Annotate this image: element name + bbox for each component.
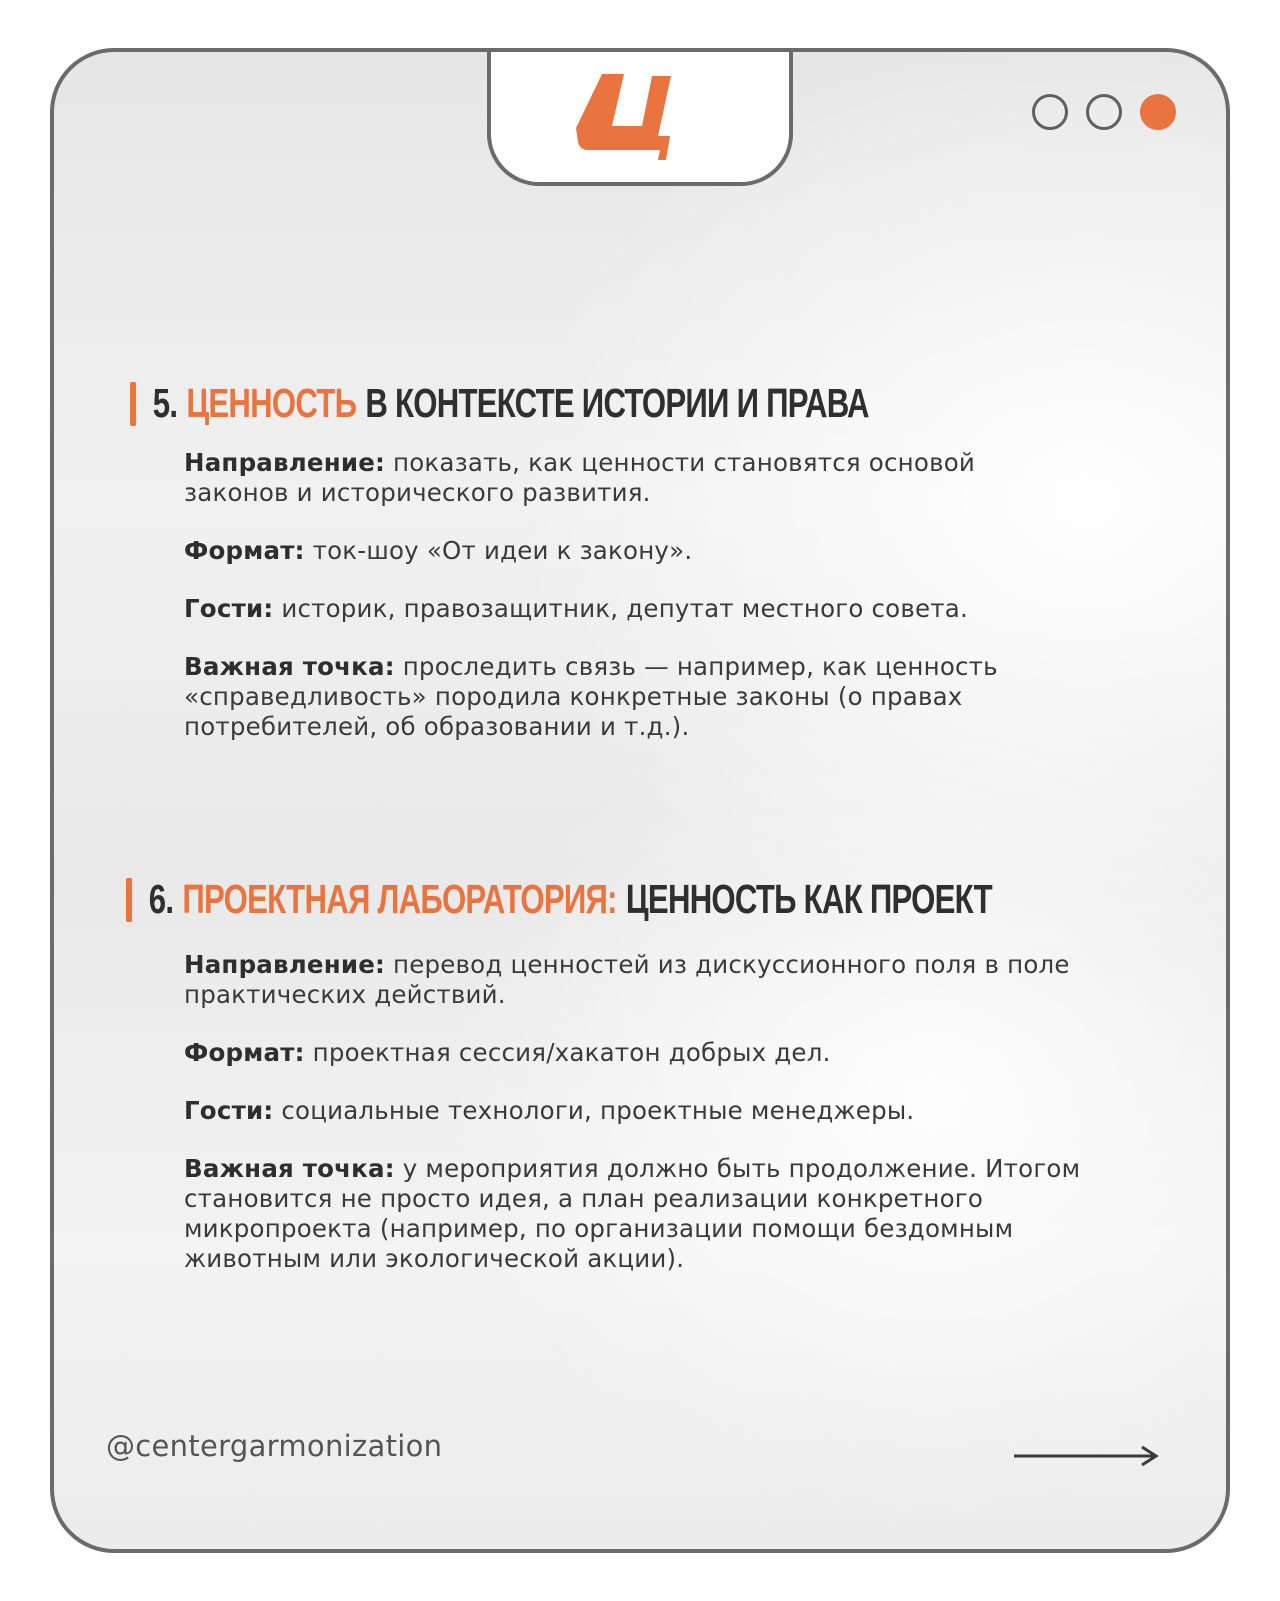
item-label: Гости: <box>184 594 274 623</box>
title-marker <box>130 382 136 426</box>
item-text: показать, как ценности становятся основой законов и исторического развития. <box>184 448 976 507</box>
section-title-accent: ПРОЕКТНАЯ ЛАБОРАТОРИЯ: <box>182 876 617 922</box>
section-5-key-point <box>184 652 1084 742</box>
arrow-right-icon[interactable] <box>1014 1444 1160 1468</box>
section-5-format <box>184 536 1084 566</box>
section-5-direction <box>184 448 1084 508</box>
slide-card <box>50 48 1230 1553</box>
item-text: социальные технологи, проектные менеджеры. <box>281 1096 915 1125</box>
section-title-rest: В КОНТЕКСТЕ ИСТОРИИ И ПРАВА <box>365 380 869 426</box>
item-label: Важная точка: <box>184 652 395 681</box>
section-6-guests <box>184 1096 1084 1126</box>
item-text: перевод ценностей из дискуссионного поля в поле практических действий. <box>184 950 1070 1009</box>
item-label: Формат: <box>184 1038 305 1067</box>
page-indicator <box>1032 94 1176 130</box>
section-6-direction <box>184 950 1084 1010</box>
item-text: ток-шоу «От идеи к закону». <box>312 536 693 565</box>
item-text: проектная сессия/хакатон добрых дел. <box>312 1038 831 1067</box>
section-5-guests <box>184 594 1084 624</box>
section-6-title <box>126 876 992 923</box>
section-5-title <box>130 380 869 427</box>
item-label: Важная точка: <box>184 1154 395 1183</box>
item-label: Формат: <box>184 536 305 565</box>
section-6-format <box>184 1038 1084 1068</box>
section-number: 5. <box>152 380 178 426</box>
title-marker <box>126 878 132 922</box>
section-6-key-point <box>184 1154 1084 1274</box>
page-dot-3-active <box>1140 94 1176 130</box>
section-number: 6. <box>148 876 174 922</box>
item-label: Гости: <box>184 1096 274 1125</box>
section-title-rest: ЦЕННОСТЬ КАК ПРОЕКТ <box>625 876 992 922</box>
account-handle[interactable]: @centergarmonization <box>106 1429 443 1463</box>
item-text: у мероприятия должно быть продолжение. Итогом становится не просто идея, а план реализации конкретного микропроекта (например, по организации помощи бездомным животным или экологической акции). <box>184 1154 1081 1273</box>
page-dot-1 <box>1032 94 1068 130</box>
logo-icon <box>572 66 672 166</box>
item-label: Направление: <box>184 950 386 979</box>
item-text: проследить связь — например, как ценность «справедливость» породила конкретные законы (о правах потребителей, об образовании и т.д.). <box>184 652 998 741</box>
item-label: Направление: <box>184 448 386 477</box>
page-dot-2 <box>1086 94 1122 130</box>
section-title-accent: ЦЕННОСТЬ <box>186 380 357 426</box>
item-text: историк, правозащитник, депутат местного совета. <box>281 594 968 623</box>
